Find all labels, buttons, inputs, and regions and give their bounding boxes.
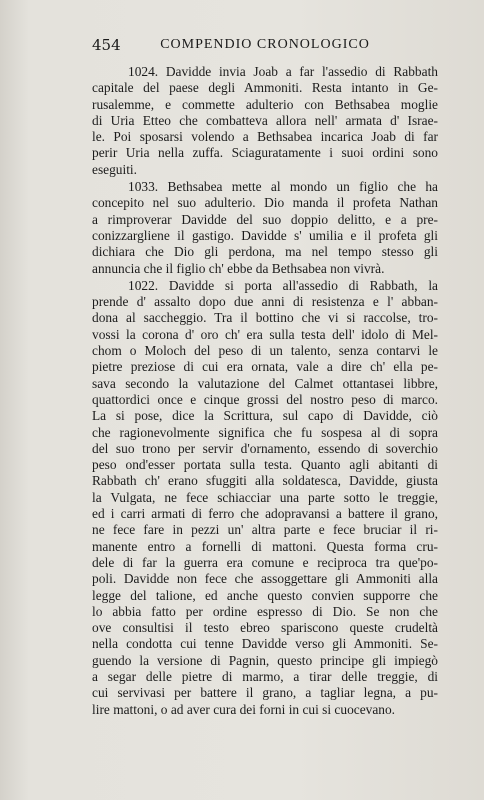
text-line: ed i carri armati di ferro che adopravansi a battere il grano, [92,506,438,522]
text-line: 1024. Davidde invia Joab a far l'assedio di Rabbath [128,64,438,79]
text-line: eseguiti. [92,161,137,177]
text-line: pietre preziose di cui era ornata, vale a dire ch' ella pe- [92,359,438,375]
text-line: poli. Davidde non fece che assoggettare gli Ammoniti alla [92,571,438,587]
text-line: conizzargliene il gastigo. Davidde s' umilia e il profeta gli [92,227,438,243]
text-line: manente entro a fornelli di mattoni. Questa forma cru- [92,538,438,554]
text-line: le. Poi sposarsi volendo a Bethsabea incarica Joab di far [92,129,438,145]
text-line: nella condotta cui tenne Davidde verso gli Ammoniti. Se- [92,636,438,652]
text-line: rusalemme, e commette adulterio con Bethsabea moglie [92,96,438,112]
text-line: guendo la versione di Pagnin, questo principe gli impiegò [92,652,438,668]
text-line: dichiara che Dio gli perdona, ma nel tempo stesso gli [92,244,438,260]
paragraph [92,64,438,178]
text-line: che ragionevolmente significa che fu sospesa al di sopra [92,424,438,440]
text-line: perir Uria nella zuffa. Sciaguratamente i suoi ordini sono [92,145,438,161]
page-body [92,64,438,719]
text-line: a rimproverar Davidde del suo doppio delitto, e a pre- [92,211,438,227]
text-line: peso ond'esser portata sulla testa. Quanto agli abitanti di [92,457,438,473]
text-line: quattordici once e cinque grossi del nostro peso di marco. [92,391,438,407]
text-line: capitale del paese degli Ammoniti. Resta intanto in Ge- [92,80,438,96]
running-title: COMPENDIO CRONOLOGICO [160,37,370,52]
paragraph [92,179,438,277]
text-line: ne fece fare in pezzi un' altra parte e fece bruciar il ri- [92,522,438,538]
text-line: di Uria Etteo che combatteva allora nell' armata d' Israe- [92,112,438,128]
text-line: la Vulgata, ne fece schiacciar una parte sotto le treggie, [92,489,438,505]
text-line: 1022. Davidde si porta all'assedio di Rabbath, la [128,277,438,293]
text-line: lire mattoni, o ad aver cura dei forni in cui si cuocevano. [92,701,396,717]
text-line: sava secondo la valutazione del Calmet ottantasei libbre, [92,375,438,391]
text-line: annuncia che il figlio ch' ebbe da Bethsabea non vivrà. [92,260,385,276]
text-line: La si pose, dice la Scrittura, sul capo di Davidde, ciò [92,408,438,424]
text-line: ove consultisi il testo ebreo spariscono queste crudeltà [92,620,438,636]
text-line: del suo trono per servir d'ornamento, essendo di soverchio [92,440,438,456]
text-line: legge del talione, ed anche questo convien supporre che [92,587,438,603]
text-line: Rabbath ch' erano sfuggiti alla soldatesca, Davidde, giusta [92,473,438,489]
text-line: dele di far la guerra era comune e reciproca tra que'po- [92,554,438,570]
text-line: concepito nel suo adulterio. Dio manda il profeta Nathan [92,195,438,211]
text-line: 1033. Bethsabea mette al mondo un figlio che ha [128,179,438,195]
text-line: dona al saccheggio. Tra il bottino che vi si raccolse, tro- [92,310,438,326]
page-number: 454 [92,36,121,54]
running-header [92,36,438,58]
text-line: a segar delle pietre di marmo, a tirar delle treggie, di [92,668,438,684]
text-line: chom o Moloch del peso di un talento, senza contarvi le [92,343,438,359]
text-line: prende d' assalto dopo due anni di resistenza e l' abban- [92,294,438,310]
text-line: cui servivasi per battere il grano, a tagliar legna, a pu- [92,685,438,701]
text-line: vossi la corona d' oro ch' era sulla testa dell' idolo di Mel- [92,326,438,342]
text-line: lo abbia fatto per ordine espresso di Dio. Se non che [92,603,438,619]
paragraph [92,278,438,718]
